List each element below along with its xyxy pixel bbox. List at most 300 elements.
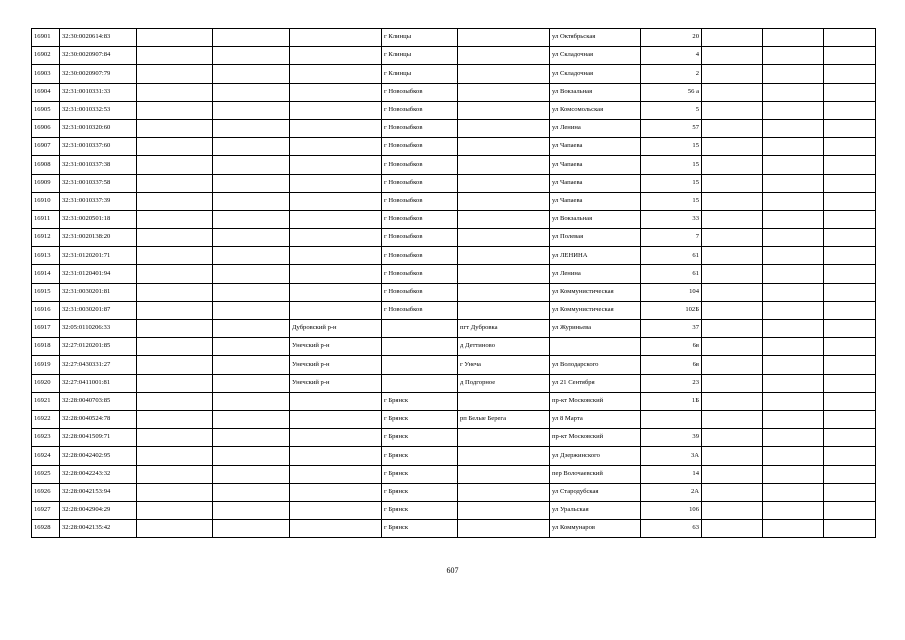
house-number-cell: 6в	[641, 338, 702, 356]
cadastral-number-cell: 32:27:0411001:81	[60, 374, 137, 392]
house-number-cell: 15	[641, 192, 702, 210]
table-row	[32, 210, 876, 228]
city-cell	[382, 374, 458, 392]
table-row	[32, 465, 876, 483]
locality-cell	[458, 119, 550, 137]
street-cell: ул Коммунаров	[550, 520, 641, 538]
row-number-cell: 16906	[32, 119, 60, 137]
street-cell: ул Октябрьская	[550, 29, 641, 47]
empty-cell-e	[824, 410, 876, 428]
city-cell: г Брянск	[382, 483, 458, 501]
row-number-cell: 16919	[32, 356, 60, 374]
row-number-cell: 16916	[32, 301, 60, 319]
empty-cell-e	[824, 520, 876, 538]
empty-cell-b	[213, 138, 290, 156]
city-cell: г Брянск	[382, 501, 458, 519]
empty-cell-c	[702, 192, 763, 210]
city-cell: г Брянск	[382, 429, 458, 447]
cadastral-number-cell: 32:05:0110206:33	[60, 320, 137, 338]
table-row	[32, 65, 876, 83]
empty-cell-e	[824, 483, 876, 501]
city-cell: г Брянск	[382, 392, 458, 410]
city-cell: г Новозыбков	[382, 156, 458, 174]
empty-cell-e	[824, 138, 876, 156]
street-cell: ул Чапаева	[550, 192, 641, 210]
empty-cell-c	[702, 83, 763, 101]
house-number-cell: 15	[641, 138, 702, 156]
street-cell: ул Володарского	[550, 356, 641, 374]
street-cell: ул 8 Марта	[550, 410, 641, 428]
house-number-cell: 37	[641, 320, 702, 338]
locality-cell: д Подгорное	[458, 374, 550, 392]
house-number-cell: 15	[641, 156, 702, 174]
empty-cell-b	[213, 429, 290, 447]
cadastral-number-cell: 32:31:0030201:87	[60, 301, 137, 319]
empty-cell-b	[213, 119, 290, 137]
empty-cell-c	[702, 210, 763, 228]
house-number-cell: 63	[641, 520, 702, 538]
district-cell: Унечский р-н	[290, 356, 382, 374]
empty-cell-e	[824, 229, 876, 247]
cadastral-number-cell: 32:27:0120201:85	[60, 338, 137, 356]
empty-cell-a	[137, 210, 213, 228]
empty-cell-a	[137, 356, 213, 374]
house-number-cell: 4	[641, 47, 702, 65]
table-row	[32, 520, 876, 538]
empty-cell-b	[213, 356, 290, 374]
empty-cell-a	[137, 338, 213, 356]
empty-cell-d	[763, 392, 824, 410]
empty-cell-c	[702, 410, 763, 428]
locality-cell: г Унеча	[458, 356, 550, 374]
street-cell: ул Складочная	[550, 47, 641, 65]
city-cell: г Брянск	[382, 465, 458, 483]
empty-cell-d	[763, 156, 824, 174]
city-cell: г Новозыбков	[382, 229, 458, 247]
empty-cell-d	[763, 429, 824, 447]
city-cell	[382, 320, 458, 338]
street-cell: ул Коммунистическая	[550, 283, 641, 301]
row-number-cell: 16918	[32, 338, 60, 356]
row-number-cell: 16922	[32, 410, 60, 428]
cadastral-number-cell: 32:28:0042153:94	[60, 483, 137, 501]
district-cell	[290, 101, 382, 119]
house-number-cell: 102Б	[641, 301, 702, 319]
empty-cell-d	[763, 501, 824, 519]
empty-cell-e	[824, 356, 876, 374]
empty-cell-a	[137, 447, 213, 465]
cadastral-number-cell: 32:31:0120201:71	[60, 247, 137, 265]
street-cell: ул Ленина	[550, 265, 641, 283]
street-cell: ул Дзержинского	[550, 447, 641, 465]
empty-cell-a	[137, 47, 213, 65]
house-number-cell: 56 а	[641, 83, 702, 101]
city-cell: г Брянск	[382, 410, 458, 428]
empty-cell-e	[824, 119, 876, 137]
locality-cell	[458, 283, 550, 301]
table-row	[32, 501, 876, 519]
cadastral-number-cell: 32:31:0020138:20	[60, 229, 137, 247]
empty-cell-e	[824, 429, 876, 447]
empty-cell-c	[702, 65, 763, 83]
empty-cell-e	[824, 210, 876, 228]
locality-cell	[458, 392, 550, 410]
city-cell	[382, 338, 458, 356]
table-row	[32, 374, 876, 392]
empty-cell-c	[702, 392, 763, 410]
district-cell	[290, 465, 382, 483]
empty-cell-a	[137, 119, 213, 137]
district-cell	[290, 283, 382, 301]
row-number-cell: 16907	[32, 138, 60, 156]
locality-cell	[458, 265, 550, 283]
empty-cell-d	[763, 229, 824, 247]
empty-cell-d	[763, 283, 824, 301]
locality-cell	[458, 156, 550, 174]
empty-cell-d	[763, 374, 824, 392]
empty-cell-c	[702, 174, 763, 192]
empty-cell-b	[213, 374, 290, 392]
empty-cell-d	[763, 174, 824, 192]
row-number-cell: 16925	[32, 465, 60, 483]
cadastral-number-cell: 32:30:0020907:84	[60, 47, 137, 65]
cadastral-number-cell: 32:31:0010337:39	[60, 192, 137, 210]
empty-cell-a	[137, 29, 213, 47]
district-cell	[290, 483, 382, 501]
empty-cell-d	[763, 83, 824, 101]
house-number-cell: 1Б	[641, 392, 702, 410]
city-cell: г Новозыбков	[382, 192, 458, 210]
empty-cell-c	[702, 119, 763, 137]
street-cell: ул ЛЕНИНА	[550, 247, 641, 265]
street-cell: ул Комсомольская	[550, 101, 641, 119]
locality-cell	[458, 483, 550, 501]
empty-cell-d	[763, 210, 824, 228]
district-cell	[290, 65, 382, 83]
empty-cell-b	[213, 174, 290, 192]
city-cell: г Брянск	[382, 520, 458, 538]
house-number-cell: 6в	[641, 356, 702, 374]
district-cell: Унечский р-н	[290, 338, 382, 356]
house-number-cell: 7	[641, 229, 702, 247]
empty-cell-c	[702, 483, 763, 501]
house-number-cell: 2А	[641, 483, 702, 501]
empty-cell-c	[702, 138, 763, 156]
table-row	[32, 138, 876, 156]
city-cell: г Новозыбков	[382, 101, 458, 119]
empty-cell-d	[763, 447, 824, 465]
empty-cell-e	[824, 65, 876, 83]
house-number-cell: 20	[641, 29, 702, 47]
locality-cell: д Деттиново	[458, 338, 550, 356]
table-row	[32, 356, 876, 374]
cadastral-number-cell: 32:31:0020501:18	[60, 210, 137, 228]
locality-cell	[458, 247, 550, 265]
empty-cell-d	[763, 265, 824, 283]
row-number-cell: 16908	[32, 156, 60, 174]
locality-cell	[458, 429, 550, 447]
row-number-cell: 16912	[32, 229, 60, 247]
table-row	[32, 410, 876, 428]
table-row	[32, 338, 876, 356]
empty-cell-a	[137, 138, 213, 156]
table-row	[32, 247, 876, 265]
street-cell: пр-кт Московский	[550, 392, 641, 410]
locality-cell	[458, 301, 550, 319]
city-cell: г Новозыбков	[382, 283, 458, 301]
street-cell: ул Журиньева	[550, 320, 641, 338]
empty-cell-a	[137, 392, 213, 410]
empty-cell-e	[824, 29, 876, 47]
district-cell	[290, 520, 382, 538]
row-number-cell: 16917	[32, 320, 60, 338]
row-number-cell: 16911	[32, 210, 60, 228]
district-cell	[290, 138, 382, 156]
street-cell: ул Уральская	[550, 501, 641, 519]
district-cell: Унечский р-н	[290, 374, 382, 392]
locality-cell	[458, 65, 550, 83]
empty-cell-b	[213, 47, 290, 65]
table-row	[32, 119, 876, 137]
table-row	[32, 283, 876, 301]
empty-cell-e	[824, 338, 876, 356]
locality-cell	[458, 520, 550, 538]
empty-cell-e	[824, 101, 876, 119]
row-number-cell: 16927	[32, 501, 60, 519]
street-cell: пер Волочаевский	[550, 465, 641, 483]
cadastral-number-cell: 32:28:0040703:85	[60, 392, 137, 410]
street-cell: ул 21 Сентября	[550, 374, 641, 392]
empty-cell-d	[763, 320, 824, 338]
row-number-cell: 16901	[32, 29, 60, 47]
empty-cell-c	[702, 229, 763, 247]
house-number-cell: 57	[641, 119, 702, 137]
house-number-cell	[641, 410, 702, 428]
house-number-cell: 23	[641, 374, 702, 392]
table-row	[32, 229, 876, 247]
locality-cell	[458, 174, 550, 192]
empty-cell-d	[763, 483, 824, 501]
district-cell	[290, 119, 382, 137]
empty-cell-e	[824, 301, 876, 319]
empty-cell-c	[702, 156, 763, 174]
empty-cell-a	[137, 65, 213, 83]
table-row	[32, 320, 876, 338]
district-cell: Дубровский р-н	[290, 320, 382, 338]
empty-cell-a	[137, 283, 213, 301]
city-cell: г Клинцы	[382, 29, 458, 47]
street-cell: ул Полевая	[550, 229, 641, 247]
city-cell: г Брянск	[382, 447, 458, 465]
empty-cell-b	[213, 65, 290, 83]
empty-cell-b	[213, 101, 290, 119]
registry-table	[31, 28, 876, 538]
house-number-cell: 33	[641, 210, 702, 228]
city-cell: г Новозыбков	[382, 210, 458, 228]
locality-cell	[458, 29, 550, 47]
empty-cell-b	[213, 29, 290, 47]
cadastral-number-cell: 32:28:0042243:32	[60, 465, 137, 483]
empty-cell-c	[702, 501, 763, 519]
row-number-cell: 16910	[32, 192, 60, 210]
cadastral-number-cell: 32:31:0120401:94	[60, 265, 137, 283]
street-cell: ул Чапаева	[550, 138, 641, 156]
street-cell: ул Складочная	[550, 65, 641, 83]
empty-cell-a	[137, 247, 213, 265]
locality-cell	[458, 501, 550, 519]
row-number-cell: 16909	[32, 174, 60, 192]
street-cell: ул Стародубская	[550, 483, 641, 501]
empty-cell-b	[213, 483, 290, 501]
house-number-cell: 14	[641, 465, 702, 483]
house-number-cell: 106	[641, 501, 702, 519]
empty-cell-a	[137, 465, 213, 483]
house-number-cell: 3А	[641, 447, 702, 465]
empty-cell-b	[213, 192, 290, 210]
empty-cell-a	[137, 483, 213, 501]
locality-cell	[458, 229, 550, 247]
empty-cell-c	[702, 301, 763, 319]
empty-cell-e	[824, 83, 876, 101]
district-cell	[290, 429, 382, 447]
city-cell: г Новозыбков	[382, 119, 458, 137]
house-number-cell: 61	[641, 247, 702, 265]
empty-cell-b	[213, 301, 290, 319]
empty-cell-e	[824, 501, 876, 519]
empty-cell-c	[702, 283, 763, 301]
district-cell	[290, 192, 382, 210]
table-row	[32, 483, 876, 501]
table-row	[32, 392, 876, 410]
table-row	[32, 174, 876, 192]
empty-cell-c	[702, 247, 763, 265]
district-cell	[290, 229, 382, 247]
empty-cell-a	[137, 520, 213, 538]
district-cell	[290, 392, 382, 410]
table-row	[32, 29, 876, 47]
street-cell	[550, 338, 641, 356]
cadastral-number-cell: 32:31:0010337:60	[60, 138, 137, 156]
street-cell: ул Коммунистическая	[550, 301, 641, 319]
street-cell: ул Ленина	[550, 119, 641, 137]
house-number-cell: 104	[641, 283, 702, 301]
row-number-cell: 16914	[32, 265, 60, 283]
table-row	[32, 301, 876, 319]
cadastral-number-cell: 32:30:0020907:79	[60, 65, 137, 83]
district-cell	[290, 29, 382, 47]
city-cell: г Новозыбков	[382, 265, 458, 283]
street-cell: ул Чапаева	[550, 156, 641, 174]
locality-cell	[458, 83, 550, 101]
empty-cell-e	[824, 47, 876, 65]
empty-cell-a	[137, 265, 213, 283]
house-number-cell: 61	[641, 265, 702, 283]
empty-cell-d	[763, 101, 824, 119]
row-number-cell: 16926	[32, 483, 60, 501]
empty-cell-d	[763, 465, 824, 483]
street-cell: ул Вокзальная	[550, 210, 641, 228]
house-number-cell: 5	[641, 101, 702, 119]
street-cell: ул Вокзальная	[550, 83, 641, 101]
empty-cell-d	[763, 138, 824, 156]
empty-cell-d	[763, 65, 824, 83]
locality-cell: пгт Дубровка	[458, 320, 550, 338]
locality-cell	[458, 47, 550, 65]
empty-cell-a	[137, 320, 213, 338]
empty-cell-a	[137, 429, 213, 447]
cadastral-number-cell: 32:28:0042402:95	[60, 447, 137, 465]
empty-cell-e	[824, 320, 876, 338]
district-cell	[290, 265, 382, 283]
empty-cell-d	[763, 356, 824, 374]
empty-cell-a	[137, 192, 213, 210]
city-cell: г Новозыбков	[382, 174, 458, 192]
cadastral-number-cell: 32:28:0042135:42	[60, 520, 137, 538]
empty-cell-b	[213, 283, 290, 301]
street-cell: ул Чапаева	[550, 174, 641, 192]
empty-cell-e	[824, 265, 876, 283]
empty-cell-a	[137, 83, 213, 101]
row-number-cell: 16924	[32, 447, 60, 465]
row-number-cell: 16913	[32, 247, 60, 265]
district-cell	[290, 210, 382, 228]
cadastral-number-cell: 32:31:0010320:60	[60, 119, 137, 137]
cadastral-number-cell: 32:28:0042904:29	[60, 501, 137, 519]
locality-cell	[458, 210, 550, 228]
locality-cell: рп Белые Берега	[458, 410, 550, 428]
cadastral-number-cell: 32:28:0041509:71	[60, 429, 137, 447]
row-number-cell: 16902	[32, 47, 60, 65]
city-cell: г Новозыбков	[382, 83, 458, 101]
cadastral-number-cell: 32:30:0020614:83	[60, 29, 137, 47]
empty-cell-c	[702, 47, 763, 65]
empty-cell-b	[213, 210, 290, 228]
empty-cell-c	[702, 374, 763, 392]
empty-cell-e	[824, 374, 876, 392]
city-cell	[382, 356, 458, 374]
empty-cell-b	[213, 465, 290, 483]
district-cell	[290, 301, 382, 319]
cadastral-number-cell: 32:31:0010337:38	[60, 156, 137, 174]
district-cell	[290, 83, 382, 101]
empty-cell-a	[137, 410, 213, 428]
house-number-cell: 2	[641, 65, 702, 83]
district-cell	[290, 410, 382, 428]
empty-cell-b	[213, 447, 290, 465]
cadastral-number-cell: 32:31:0010337:58	[60, 174, 137, 192]
locality-cell	[458, 465, 550, 483]
empty-cell-c	[702, 338, 763, 356]
empty-cell-c	[702, 429, 763, 447]
empty-cell-d	[763, 338, 824, 356]
city-cell: г Клинцы	[382, 65, 458, 83]
empty-cell-a	[137, 174, 213, 192]
table-row	[32, 192, 876, 210]
cadastral-number-cell: 32:28:0040524:78	[60, 410, 137, 428]
cadastral-number-cell: 32:27:0430331:27	[60, 356, 137, 374]
row-number-cell: 16928	[32, 520, 60, 538]
empty-cell-e	[824, 156, 876, 174]
city-cell: г Новозыбков	[382, 247, 458, 265]
locality-cell	[458, 192, 550, 210]
empty-cell-d	[763, 247, 824, 265]
house-number-cell: 39	[641, 429, 702, 447]
district-cell	[290, 501, 382, 519]
city-cell: г Новозыбков	[382, 301, 458, 319]
cadastral-number-cell: 32:31:0030201:81	[60, 283, 137, 301]
empty-cell-c	[702, 320, 763, 338]
empty-cell-c	[702, 520, 763, 538]
